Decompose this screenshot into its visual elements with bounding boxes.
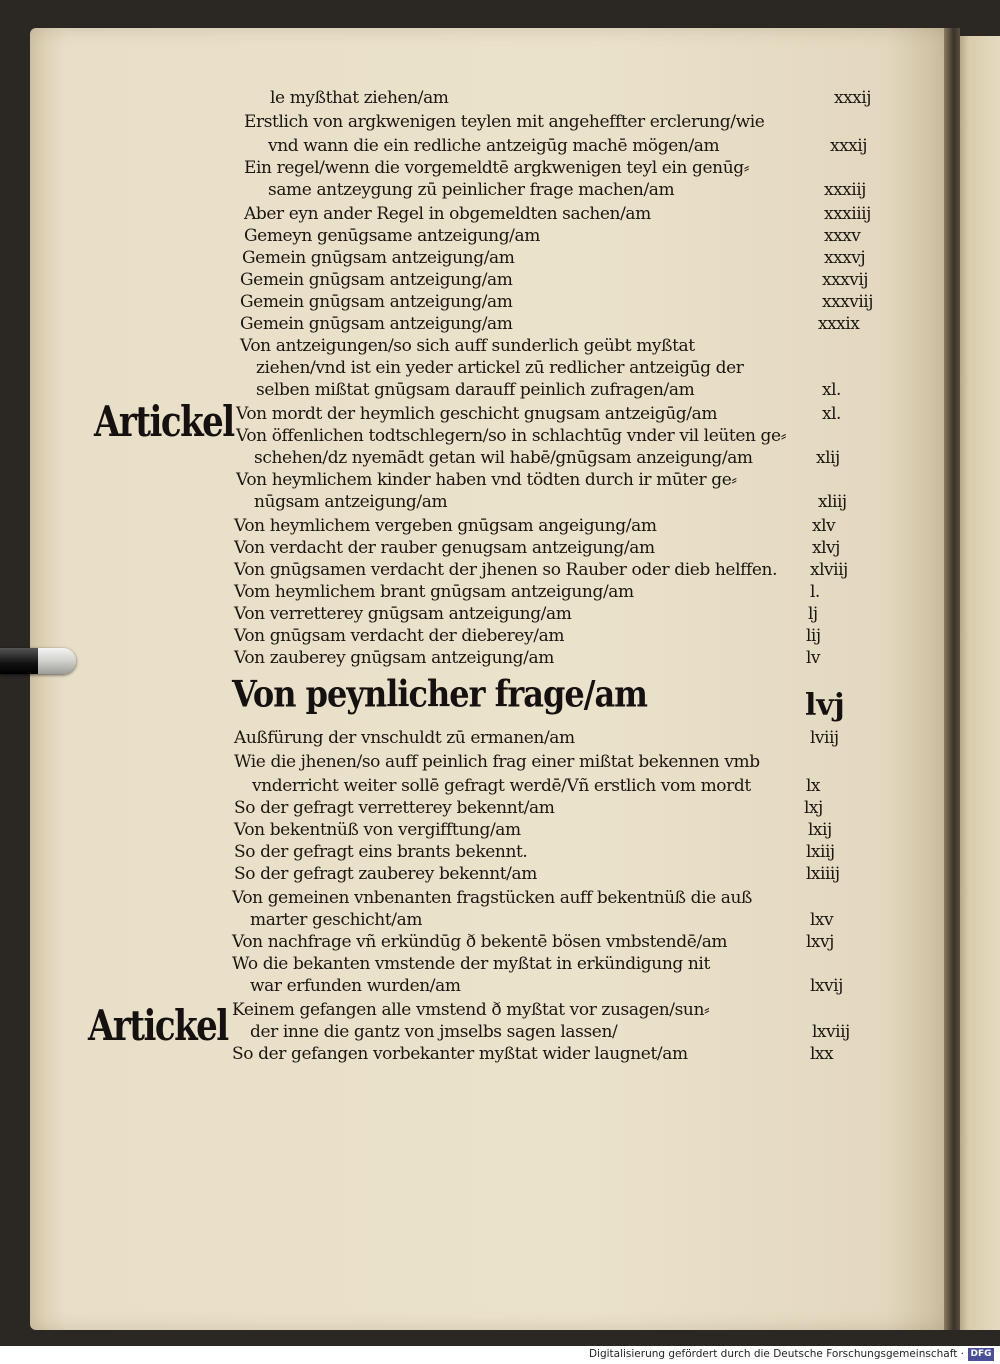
section-heading-number: lvj: [805, 688, 845, 723]
toc-entry-text: war erfunden wurden/am: [250, 976, 461, 996]
facing-page-edge: [956, 36, 1000, 1330]
toc-entry-number: lxx: [810, 1044, 834, 1064]
toc-entry-text: marter geschicht/am: [250, 910, 423, 930]
toc-entry-number: xliij: [818, 492, 847, 512]
toc-entry-text: Von nachfrage vñ erkündūg ð bekentē bösen vmbstendē/am: [232, 932, 728, 952]
toc-entry-text: selben mißtat gnūgsam darauff peinlich zufragen/am: [256, 380, 695, 400]
toc-entry-text: der inne die gantz von jmselbs sagen lassen/: [250, 1022, 618, 1042]
footer-credit: Digitalisierung gefördert durch die Deutsche Forschungsgemeinschaft ·: [588, 1348, 964, 1360]
dfg-logo: DFG: [968, 1348, 994, 1361]
toc-entry-text: Keinem gefangen alle vmstend ð myßtat vor zusagen/sun⸗: [232, 1000, 710, 1020]
toc-entry-text: So der gefangen vorbekanter myßtat wider laugnet/am: [232, 1044, 688, 1064]
toc-entry-text: Von öffenlichen todtschlegern/so in schlachtūg vnder vil leüten ge⸗: [236, 426, 786, 446]
toc-entry-number: lxiiij: [806, 864, 840, 884]
section-heading: Von peynlicher frage/am: [232, 672, 648, 716]
toc-entry-text: Wo die bekanten vmstende der myßtat in erkündigung nit: [232, 954, 710, 974]
toc-entry-text: vnderricht weiter sollē gefragt werdē/Vñ erstlich vom mordt: [252, 776, 751, 796]
toc-entry-number: lxv: [810, 910, 834, 930]
toc-entry-text: Gemeyn genūgsame antzeigung/am: [244, 226, 540, 246]
toc-entry-text: Gemein gnūgsam antzeigung/am: [240, 314, 513, 334]
toc-entry-text: So der gefragt eins brants bekennt.: [234, 842, 528, 862]
toc-entry-number: lxvij: [810, 976, 843, 996]
toc-entry-number: xxxvj: [824, 248, 866, 268]
toc-entry-text: Vom heymlichem brant gnūgsam antzeigung/am: [234, 582, 634, 602]
toc-entry-text: Von zauberey gnūgsam antzeigung/am: [234, 648, 554, 668]
toc-entry-text: Gemein gnūgsam antzeigung/am: [240, 270, 513, 290]
toc-entry-text: Von heymlichem vergeben gnūgsam angeigung/am: [234, 516, 657, 536]
toc-entry-text: schehen/dz nyemādt getan wil habē/gnūgsam anzeigung/am: [254, 448, 753, 468]
toc-entry-text: Aber eyn ander Regel in obgemeldten sachen/am: [244, 204, 651, 224]
toc-entry-number: lxvj: [806, 932, 834, 952]
toc-entry-number: lj: [808, 604, 818, 624]
toc-entry-number: lv: [806, 648, 821, 668]
toc-entry-number: lxj: [804, 798, 823, 818]
toc-entry-text: nūgsam antzeigung/am: [254, 492, 448, 512]
toc-entry-number: xlij: [816, 448, 840, 468]
toc-entry-number: xxxvij: [822, 270, 869, 290]
toc-entry-number: xxxiiij: [824, 204, 871, 224]
toc-entry-text: Von mordt der heymlich geschicht gnugsam antzeigūg/am: [236, 404, 718, 424]
toc-entry-number: lxviij: [812, 1022, 850, 1042]
toc-entry-number: xxxiij: [824, 180, 866, 200]
toc-entry-text: Von gnūgsam verdacht der dieberey/am: [234, 626, 565, 646]
toc-entry-number: xxxix: [818, 314, 860, 334]
toc-entry-text: Ein regel/wenn die vorgemeldtē argkwenigen teyl ein genūg⸗: [244, 158, 750, 178]
toc-entry-text: Von gnūgsamen verdacht der jhenen so Rauber oder dieb helffen.: [234, 560, 778, 580]
toc-entry-text: Von antzeigungen/so sich auff sunderlich geübt myßtat: [240, 336, 695, 356]
toc-entry-number: xlviij: [810, 560, 848, 580]
toc-entry-text: Wie die jhenen/so auff peinlich frag einer mißtat bekennen vmb: [234, 752, 760, 772]
toc-entry-number: l.: [810, 582, 820, 602]
toc-entry-text: Außfürung der vnschuldt zū ermanen/am: [234, 728, 575, 748]
toc-entry-text: ziehen/vnd ist ein yeder artickel zū redlicher antzeigūg der: [256, 358, 744, 378]
toc-entry-number: xlv: [812, 516, 836, 536]
toc-entry-number: lviij: [810, 728, 839, 748]
toc-entry-number: xl.: [822, 404, 841, 424]
toc-entry-text: Von verdacht der rauber genugsam antzeigung/am: [234, 538, 655, 558]
toc-entry-text: Von bekentnüß von vergifftung/am: [234, 820, 521, 840]
side-label-artickel: Artickel: [94, 397, 234, 447]
toc-entry-number: lx: [806, 776, 821, 796]
toc-entry-text: Gemein gnūgsam antzeigung/am: [240, 292, 513, 312]
toc-entry-text: So der gefragt verretterey bekennt/am: [234, 798, 555, 818]
book-gutter: [944, 28, 960, 1330]
toc-entry-text: vnd wann die ein redliche antzeigūg machē mögen/am: [268, 136, 720, 156]
toc-entry-number: lij: [806, 626, 821, 646]
toc-entry-number: xlvj: [812, 538, 840, 558]
page-clip: [0, 648, 76, 674]
toc-entry-text: same antzeygung zū peinlicher frage machen/am: [268, 180, 675, 200]
toc-entry-number: xxxv: [824, 226, 861, 246]
toc-entry-text: le myßthat ziehen/am: [270, 88, 449, 108]
toc-entry-number: xxxij: [830, 136, 867, 156]
toc-entry-number: xl.: [822, 380, 841, 400]
toc-entry-number: xxxij: [834, 88, 871, 108]
toc-entry-number: lxij: [808, 820, 832, 840]
toc-entry-text: So der gefragt zauberey bekennt/am: [234, 864, 537, 884]
toc-entry-number: xxxviij: [822, 292, 874, 312]
toc-entry-number: lxiij: [806, 842, 835, 862]
side-label-artickel: Artickel: [88, 1001, 228, 1051]
toc-entry-text: Erstlich von argkwenigen teylen mit angeheffter erclerung/wie: [244, 112, 765, 132]
toc-entry-text: Gemein gnūgsam antzeigung/am: [242, 248, 515, 268]
toc-entry-text: Von verretterey gnūgsam antzeigung/am: [234, 604, 572, 624]
toc-entry-text: Von gemeinen vnbenanten fragstücken auff bekentnüß die auß: [232, 888, 753, 908]
toc-entry-text: Von heymlichem kinder haben vnd tödten durch ir mūter ge⸗: [236, 470, 737, 490]
